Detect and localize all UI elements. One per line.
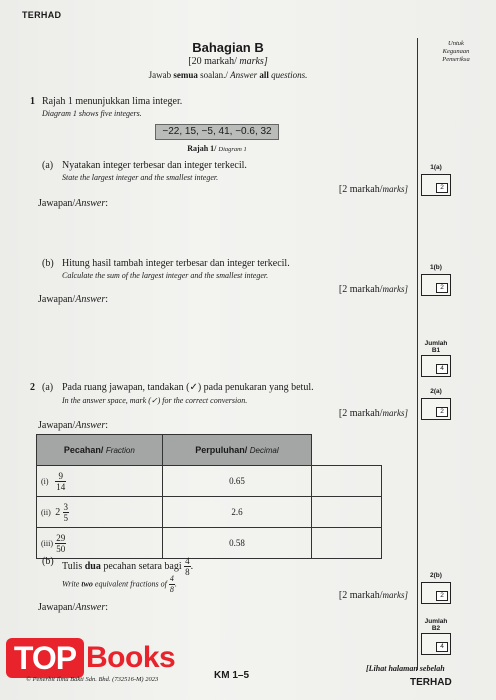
equivalent-fraction-en: $\frac{4}{8}$ [169,574,174,594]
integers-box: −22, 15, −5, 41, −0.6, 32 [155,124,279,140]
section-marks: [20 markah/ marks] [188,56,268,67]
table-row [37,528,382,559]
q2a-text-en: In the answer space, mark (✓) for the correct conversion. [62,396,248,405]
logo-top-text: TOP [6,638,84,678]
q1b-text-ms: Hitung hasil tambah integer terbesar dan integer terkecil. [62,258,290,269]
fraction-cell: (ii) 2 $\frac{3}{5}$ [37,497,163,528]
q2b-marks: [2 markah/marks] [338,590,408,601]
markbox-2b-max: 2 [436,591,448,601]
q1-stem-ms: Rajah 1 menunjukkan lima integer. [42,96,183,107]
section-title: Bahagian B [192,40,264,55]
q1-number: 1 [30,96,35,107]
classification-header: TERHAD [22,10,62,20]
table-row [37,466,382,497]
table-header-row [37,435,382,466]
markbox-b2-total[interactable] [421,633,451,655]
q1-stem-en: Diagram 1 shows five integers. [42,109,142,118]
conversion-table [36,434,382,559]
markbox-1a-max: 2 [436,183,448,193]
q2b-text-ms: Tulis dua pecahan setara bagi $\frac{4}{8}$ . [62,556,194,577]
q2a-answer-label: Jawapan/Answer: [38,420,108,431]
tick-cell[interactable] [312,466,382,497]
markbox-1b[interactable] [421,274,451,296]
markbox-1b-label: 1(b) [430,264,442,271]
fraction-cell: (iii) $\frac{29}{50}$ [37,528,163,559]
markbox-2a-label: 2(a) [430,388,442,395]
logo-books-text: Books [86,641,176,674]
markbox-b1-max: 4 [436,364,448,374]
q1a-text-en: State the largest integer and the smallest integer. [62,173,219,182]
markbox-b2-max: 4 [436,642,448,652]
q2a-marks: [2 markah/marks] [338,408,408,419]
diagram-caption: Rajah 1/ Diagram 1 [187,144,247,153]
markbox-b1-total[interactable] [421,355,451,377]
tick-cell[interactable] [312,497,382,528]
markbox-2b-label: 2(b) [430,572,442,579]
q2b-text-en: Write two equivalent fractions of $\frac{4}{8}$ . [62,574,177,594]
tick-cell[interactable] [312,528,382,559]
equivalent-fraction: $\frac{4}{8}$ [185,556,190,577]
markbox-2a-max: 2 [436,407,448,417]
markbox-b1-label: Jumlah B1 [424,340,448,354]
decimal-cell: 0.65 [162,466,312,497]
decimal-cell: 2.6 [162,497,312,528]
topbooks-logo [0,632,178,698]
q2a-label: (a) [42,382,54,393]
q2b-label: (b) [42,556,54,567]
markbox-b2-label: Jumlah B2 [424,618,448,632]
fraction: $\frac{29}{50}$ [56,532,66,554]
q1b-text-en: Calculate the sum of the largest integer and the smallest integer. [62,271,269,280]
section-instruction: Jawab semua soalan./ Answer all questions. [148,70,308,80]
next-page-note: [Lihat halaman sebelah [366,664,445,673]
decimal-cell: 0.58 [162,528,312,559]
margin-divider [417,38,418,670]
fraction-header: Pecahan/ Fraction [37,435,163,466]
markbox-1a[interactable] [421,174,451,196]
classification-footer: TERHAD [410,677,452,688]
fraction: $\frac{9}{14}$ [56,470,66,492]
decimal-header: Perpuluhan/ Decimal [162,435,312,466]
q1b-answer-label: Jawapan/Answer: [38,294,108,305]
markbox-1a-label: 1(a) [430,164,442,171]
fraction: $\frac{3}{5}$ [63,501,68,523]
q1a-marks: [2 markah/marks] [338,184,408,195]
page-code: KM 1–5 [214,670,250,681]
publisher-credit: © Penerbit Ilmu Bakti Sdn. Bhd. (732516-M) 2023 [26,676,159,683]
markbox-2b[interactable] [421,582,451,604]
q2-number: 2 [30,382,35,393]
markbox-2a[interactable] [421,398,451,420]
q2a-text-ms: Pada ruang jawapan, tandakan (✓) pada penukaran yang betul. [62,382,314,393]
q2b-answer-label: Jawapan/Answer: [38,602,108,613]
fraction-cell: (i) $\frac{9}{14}$ [37,466,163,497]
q1a-label: (a) [42,160,54,171]
q1b-marks: [2 markah/marks] [338,284,408,295]
blank-header-cell [312,435,382,466]
q1a-text-ms: Nyatakan integer terbesar dan integer terkecil. [62,160,247,171]
q1a-answer-label: Jawapan/Answer: [38,198,108,209]
table-row [37,497,382,528]
q1b-label: (b) [42,258,54,269]
markbox-1b-max: 2 [436,283,448,293]
examiner-use-label: Untuk Kegunaan Pemeriksa [442,40,470,63]
